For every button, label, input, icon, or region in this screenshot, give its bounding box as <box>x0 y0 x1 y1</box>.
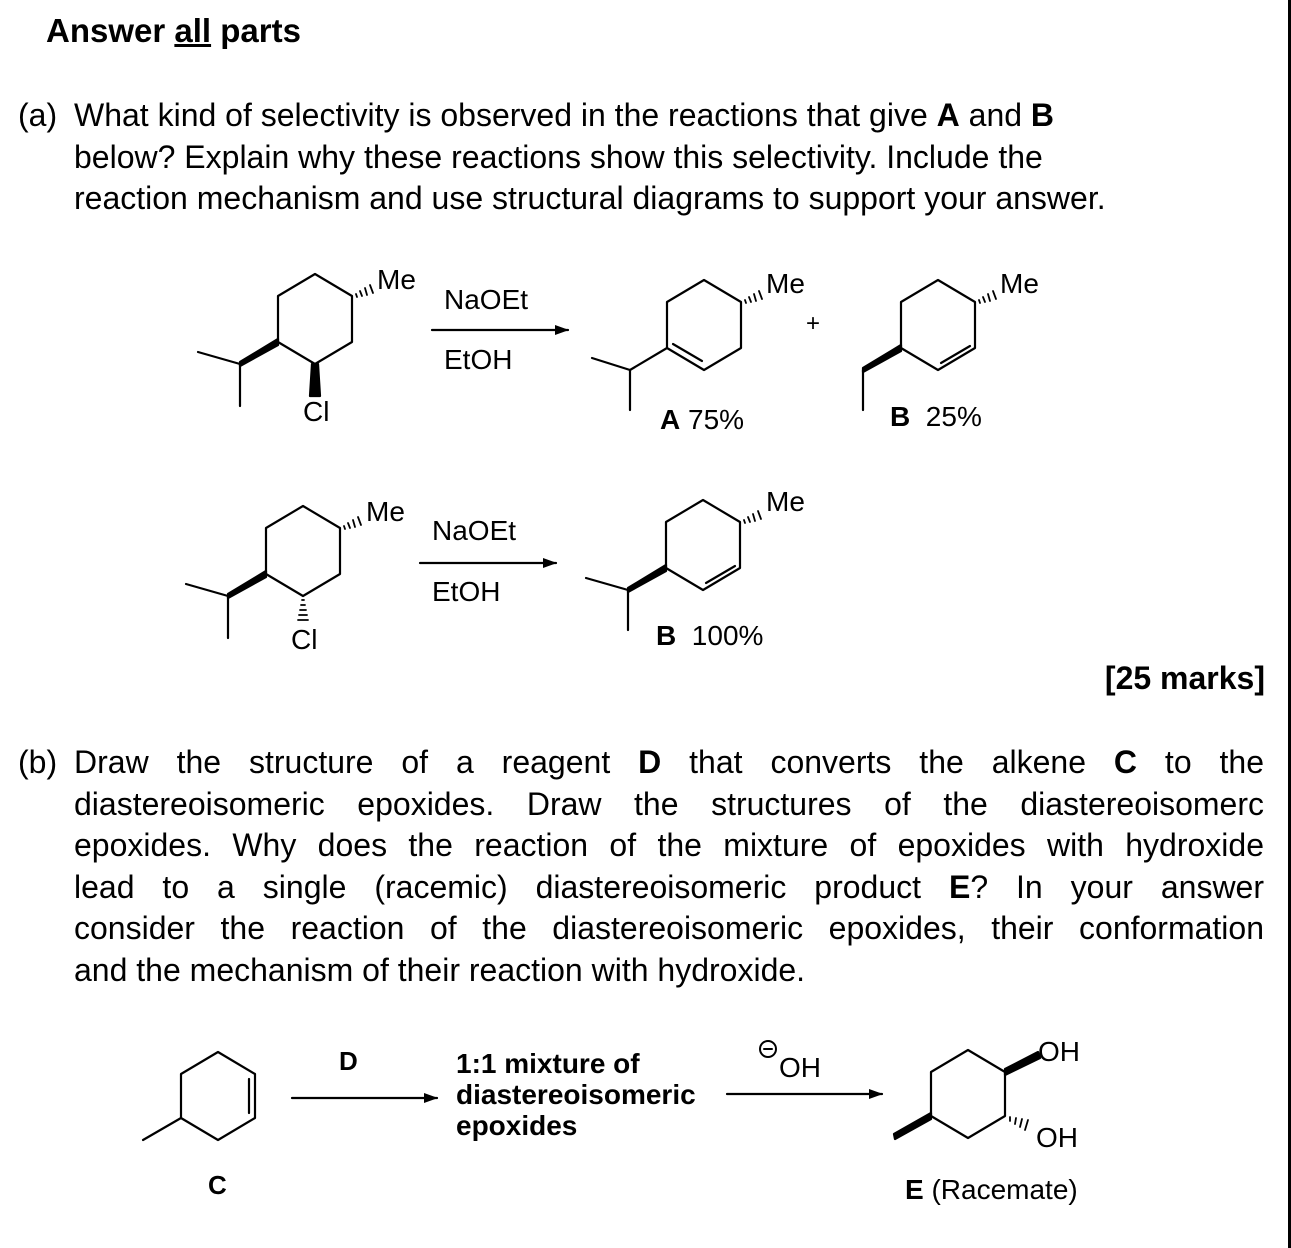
scheme1-hash-bond-me <box>356 285 373 297</box>
scheme1-cl-label: Cl <box>303 396 330 427</box>
scheme2-product-label: B 100% <box>656 620 764 651</box>
part-b-line-5: consider the reaction of the diastereoisomeric epoxides, their conformation <box>74 910 1264 946</box>
product-b-structure <box>863 280 975 410</box>
reagent-d-label: D <box>339 1046 358 1076</box>
scheme1-reagent-naoet: NaOEt <box>444 284 529 315</box>
scheme2-cl-label: Cl <box>291 624 318 655</box>
product-a-structure <box>592 280 741 410</box>
scheme2-reagent-etoh: EtOH <box>432 576 501 607</box>
scheme2-hash-bond-me <box>344 517 361 529</box>
product-b-label: B 25% <box>890 401 982 432</box>
plus-sign: + <box>806 310 821 337</box>
scheme2-product-b-structure <box>586 500 740 630</box>
hydroxide-label: OH <box>779 1052 821 1083</box>
product-e-hash-bond-oh <box>1010 1117 1028 1130</box>
part-b-line-1: Draw the structure of a reagent D that converts the alkene C to the <box>74 744 1265 780</box>
scheme1-reagent-etoh: EtOH <box>444 344 513 375</box>
part-a-line-2: below? Explain why these reactions show this selectivity. Include the <box>74 138 1043 175</box>
product-e-label: E (Racemate) <box>905 1174 1078 1205</box>
scheme2-starting-material <box>186 506 340 638</box>
part-b-line-2: diastereoisomeric epoxides. Draw the structures of the diastereoisomerc <box>74 785 1264 822</box>
page-heading: Answer all parts <box>46 12 301 49</box>
heading-underlined-word: all <box>174 12 212 49</box>
part-a-line-1: What kind of selectivity is observed in the reactions that give A and B <box>74 97 1055 133</box>
product-b-hash-bond-me <box>979 291 996 303</box>
part-b-line-6: and the mechanism of their reaction with hydroxide. <box>74 951 806 988</box>
product-e-oh-bottom: OH <box>1036 1122 1078 1153</box>
part-b-label: (b) <box>18 744 58 780</box>
marks-label: [25 marks] <box>1104 660 1265 696</box>
epoxide-mixture-label: 1:1 mixture of diastereoisomeric epoxides <box>456 1048 696 1141</box>
scheme2-hash-bond-cl <box>298 600 308 620</box>
scheme1-me-label: Me <box>377 264 416 295</box>
part-a-line-3: reaction mechanism and use structural diagrams to support your answer. <box>74 180 1106 216</box>
scheme2-product-me-label: Me <box>766 486 805 517</box>
scheme1-starting-material <box>198 274 352 406</box>
product-a-hash-bond-me <box>745 291 762 303</box>
scheme2-product-hash-bond-me <box>744 511 761 523</box>
alkene-c-label: C <box>208 1170 227 1200</box>
part-b-line-4: lead to a single (racemic) diastereoisomeric product E? In your answer <box>74 868 1265 905</box>
part-a-label: (a) <box>18 97 58 133</box>
product-e-structure <box>894 1050 1040 1139</box>
hydroxide-minus-sign <box>762 1036 763 1038</box>
scheme2-me-label: Me <box>366 496 405 527</box>
product-a-label: A 75% <box>660 404 745 435</box>
scheme2-reagent-naoet: NaOEt <box>432 515 517 546</box>
product-e-oh-top: OH <box>1038 1036 1080 1067</box>
alkene-c-structure <box>143 1052 255 1140</box>
product-b-me-label: Me <box>1000 268 1039 299</box>
product-a-me-label: Me <box>766 268 805 299</box>
part-b-line-3: epoxides. Why does the reaction of the mixture of epoxides with hydroxide <box>74 827 1264 863</box>
